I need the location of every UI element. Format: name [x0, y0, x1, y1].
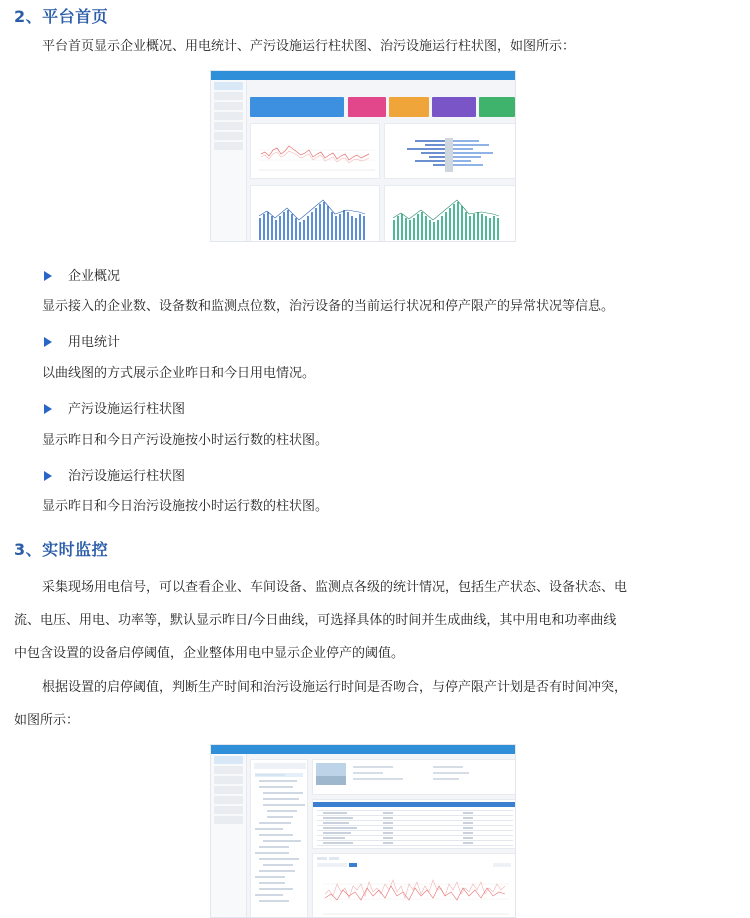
enterprise-tree-panel — [250, 759, 308, 918]
bullet-label: 企业概况 — [68, 269, 121, 284]
bullet-label: 治污设施运行柱状图 — [68, 469, 186, 484]
screenshot-sidebar — [211, 80, 247, 241]
homepage-screenshot — [210, 70, 516, 242]
arrow-bullet-icon — [44, 471, 52, 481]
bullet-label: 产污设施运行柱状图 — [68, 402, 186, 417]
kpi-card — [348, 97, 386, 117]
section-3-title: 3、实时监控 — [14, 540, 109, 559]
production-facility-bar-chart — [250, 185, 380, 242]
bullet-treatment-facility-chart — [44, 465, 185, 484]
arrow-bullet-icon — [44, 271, 52, 281]
treatment-facility-bar-chart — [384, 185, 516, 242]
kpi-card — [432, 97, 476, 117]
bullet-desc: 以曲线图的方式展示企业昨日和今日用电情况。 — [42, 366, 316, 381]
section-3-paragraph-1-cont: 流、电压、用电、功率等，默认显示昨日/今日曲线，可选择具体的时间并生成曲线，其中用电和功率曲线 — [14, 613, 617, 628]
kpi-card — [479, 97, 515, 117]
power-curve-chart — [312, 853, 516, 918]
bullet-desc: 显示昨日和今日产污设施按小时运行数的柱状图。 — [42, 433, 329, 448]
section-3-paragraph-2: 根据设置的启停阈值，判断生产时间和治污设施运行时间是否吻合，与停产限产计划是否有时间冲突， — [42, 680, 628, 695]
arrow-bullet-icon — [44, 404, 52, 414]
enterprise-detail-card — [312, 759, 516, 795]
device-status-table — [312, 799, 516, 849]
section-2-intro: 平台首页显示企业概况、用电统计、产污设施运行柱状图、治污设施运行柱状图，如图所示： — [42, 39, 576, 54]
arrow-bullet-icon — [44, 337, 52, 347]
bullet-label: 用电统计 — [68, 335, 121, 350]
kpi-enterprise-card — [250, 97, 344, 117]
screenshot-sidebar — [211, 754, 247, 917]
section-3-paragraph-1: 采集现场用电信号，可以查看企业、车间设备、监测点各级的统计情况，包括生产状态、设备状态、电 — [42, 580, 628, 595]
facility-bar-chart — [384, 123, 516, 179]
realtime-monitoring-screenshot — [210, 744, 516, 918]
bullet-desc: 显示接入的企业数、设备数和监测点位数，治污设备的当前运行状况和停产限产的异常状况等信息。 — [42, 299, 615, 314]
screenshot-topbar — [211, 745, 515, 754]
bullet-enterprise-overview — [44, 265, 120, 284]
section-2-title: 2、平台首页 — [14, 7, 109, 26]
section-3-paragraph-1-cont: 中包含设置的设备启停阈值，企业整体用电中显示企业停产的阈值。 — [14, 646, 405, 661]
power-usage-chart — [250, 123, 380, 179]
screenshot-topbar — [211, 71, 515, 80]
bullet-power-statistics — [44, 331, 120, 350]
kpi-card — [389, 97, 429, 117]
section-3-paragraph-2-cont: 如图所示： — [14, 713, 80, 728]
bullet-desc: 显示昨日和今日治污设施按小时运行数的柱状图。 — [42, 499, 329, 514]
bullet-production-facility-chart — [44, 398, 185, 417]
